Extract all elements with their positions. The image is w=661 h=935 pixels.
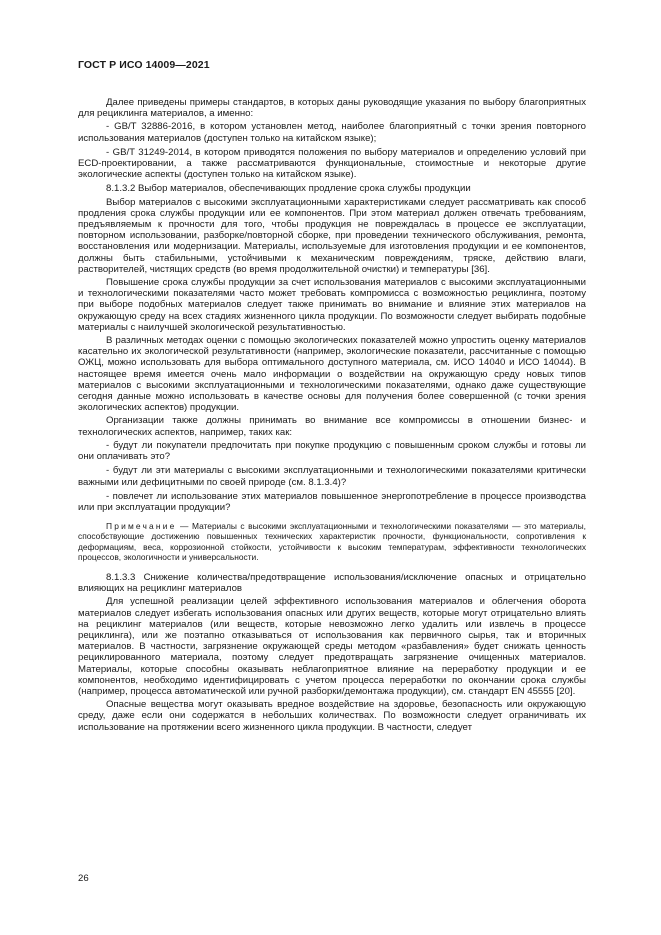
list-item: - будут ли эти материалы с высокими эксплуатационными и технологическими показателями критически важными или дефицитными по своей природе (см. 8.1.3.4)? [78,465,586,488]
paragraph: Организации также должны принимать во внимание все компромиссы в отношении бизнес- и технологических аспектов, например, таких как: [78,415,586,438]
paragraph: Повышение срока службы продукции за счет использования материалов с высокими эксплуатационными и технологическими показателями часто может требовать компромисса с возможностью рециклинга, поэтому при выборе подобных материалов следует также принимать во внимание и влияние этих материалов на окружающую среду на всех стадиях жизненного цикла продукции. По возможности следует выбирать подобные материалы с наилучшей экологической результативностью. [78,277,586,333]
note-text: — Материалы с высокими эксплуатационными и технологическими показателями — это материалы, способствующие достижению повышенных технических характеристик прочности, функциональности, сопротивления к деформациям, веса, коррозионной стойкости, устойчивости к высоким температурам, эффективности технологических процессов, экологичности и универсальности. [78,521,586,562]
page-body [78,97,586,735]
list-item: - будут ли покупатели предпочитать при покупке продукцию с повышенным сроком службы и готовы ли они оплачивать это? [78,439,586,463]
subsection-heading: 8.1.3.2 Выбор материалов, обеспечивающих продление срока службы продукции [106,183,471,195]
list-item: - GB/T 32886-2016, в котором установлен метод, наиболее благоприятный с точки зрения повторного использования материалов (доступен только на китайском языке); [78,121,586,144]
subsection-heading: 8.1.3.3 Снижение количества/предотвращение использования/исключение опасных и отрицательно влияющих на рециклинг материалов [78,571,586,595]
note-label: Примечание [106,521,177,532]
paragraph: Далее приведены примеры стандартов, в которых даны руководящие указания по выбору благоприятных для рециклинга материалов, а именно: [78,97,586,120]
paragraph: В различных методах оценки с помощью экологических показателей можно упростить оценку материалов касательно их экологической результативности (например, экологические показатели, рассчитанные с помощью ОЖЦ, можно использовать для выбора оптимального доступного материала, см. ИСО 14040 и ИСО 14044). В настоящее время имеется очень мало информации о воздействии на окружающую среду новых типов материалов с высокими эксплуатационными и технологическими показателями, однако даже существующие сегодня данные можно использовать в качестве основы для получения более совершенной (с точки зрения экологических аспектов) продукции. [78,335,586,414]
list-item: - повлечет ли использование этих материалов повышенное энергопотребление в процессе производства или при эксплуатации продукции? [78,490,586,513]
paragraph: Для успешной реализации целей эффективного использования материалов и облегчения оборота материалов следует избегать использования опасных или других веществ, которые могут отрицательно влиять на рециклинг материалов (или веществ, которые невозможно легко удалить или извлечь в процессе рециклинга), или же поэтапно отказываться от использования как первичного сырья, так и вторичных материалов. В частности, загрязнение окружающей среды методом «разбавления» будет снижать ценность рециклированного материала, поэтому следует предотвращать загрязнение очищенных материалов. Материалы, которые способны оказывать неблагоприятное влияние на переработку продукции и ее компонентов, необходимо идентифицировать с учетом процесса переработки по окончании срока службы (например, процесса автоматической или ручной разборки/демонтажа продукции), см. стандарт EN 45555 [20]. [78,596,586,697]
paragraph: Выбор материалов с высокими эксплуатационными характеристиками следует рассматривать как способ продления срока службы продукции или ее компонентов. При этом материал должен отвечать требованиям, предъявляемым к прочности для того, чтобы продукция не повреждалась в процессе ее эксплуатации, повторном использовании, разборке/повторной сборке, при проведении технического обслуживания, ремонта, восстановления или модернизации. Материалы, используемые для изготовления продукции и ее компонентов, должны быть стабильными, устойчивыми к механическим повреждениям, тряске, действию влаги, растворителей, чистящих средств (во время продолжительной очистки) и температуры [36]. [78,196,586,275]
note [78,521,586,562]
list-item: - GB/T 31249-2014, в котором приводятся положения по выбору материалов и определению условий при ECD-проектировании, а также рассматриваются функциональные, стоимостные и некоторые другие экологические аспекты (доступен только на китайском языке). [78,146,586,181]
running-header: ГОСТ Р ИСО 14009—2021 [78,59,210,71]
paragraph: Опасные вещества могут оказывать вредное воздействие на здоровье, безопасность или окружающую среду, даже если они содержатся в небольших количествах. По возможности следует ограничивать их использование на протяжении всего жизненного цикла продукции. В частности, следует [78,699,586,733]
page-number: 26 [78,873,89,884]
